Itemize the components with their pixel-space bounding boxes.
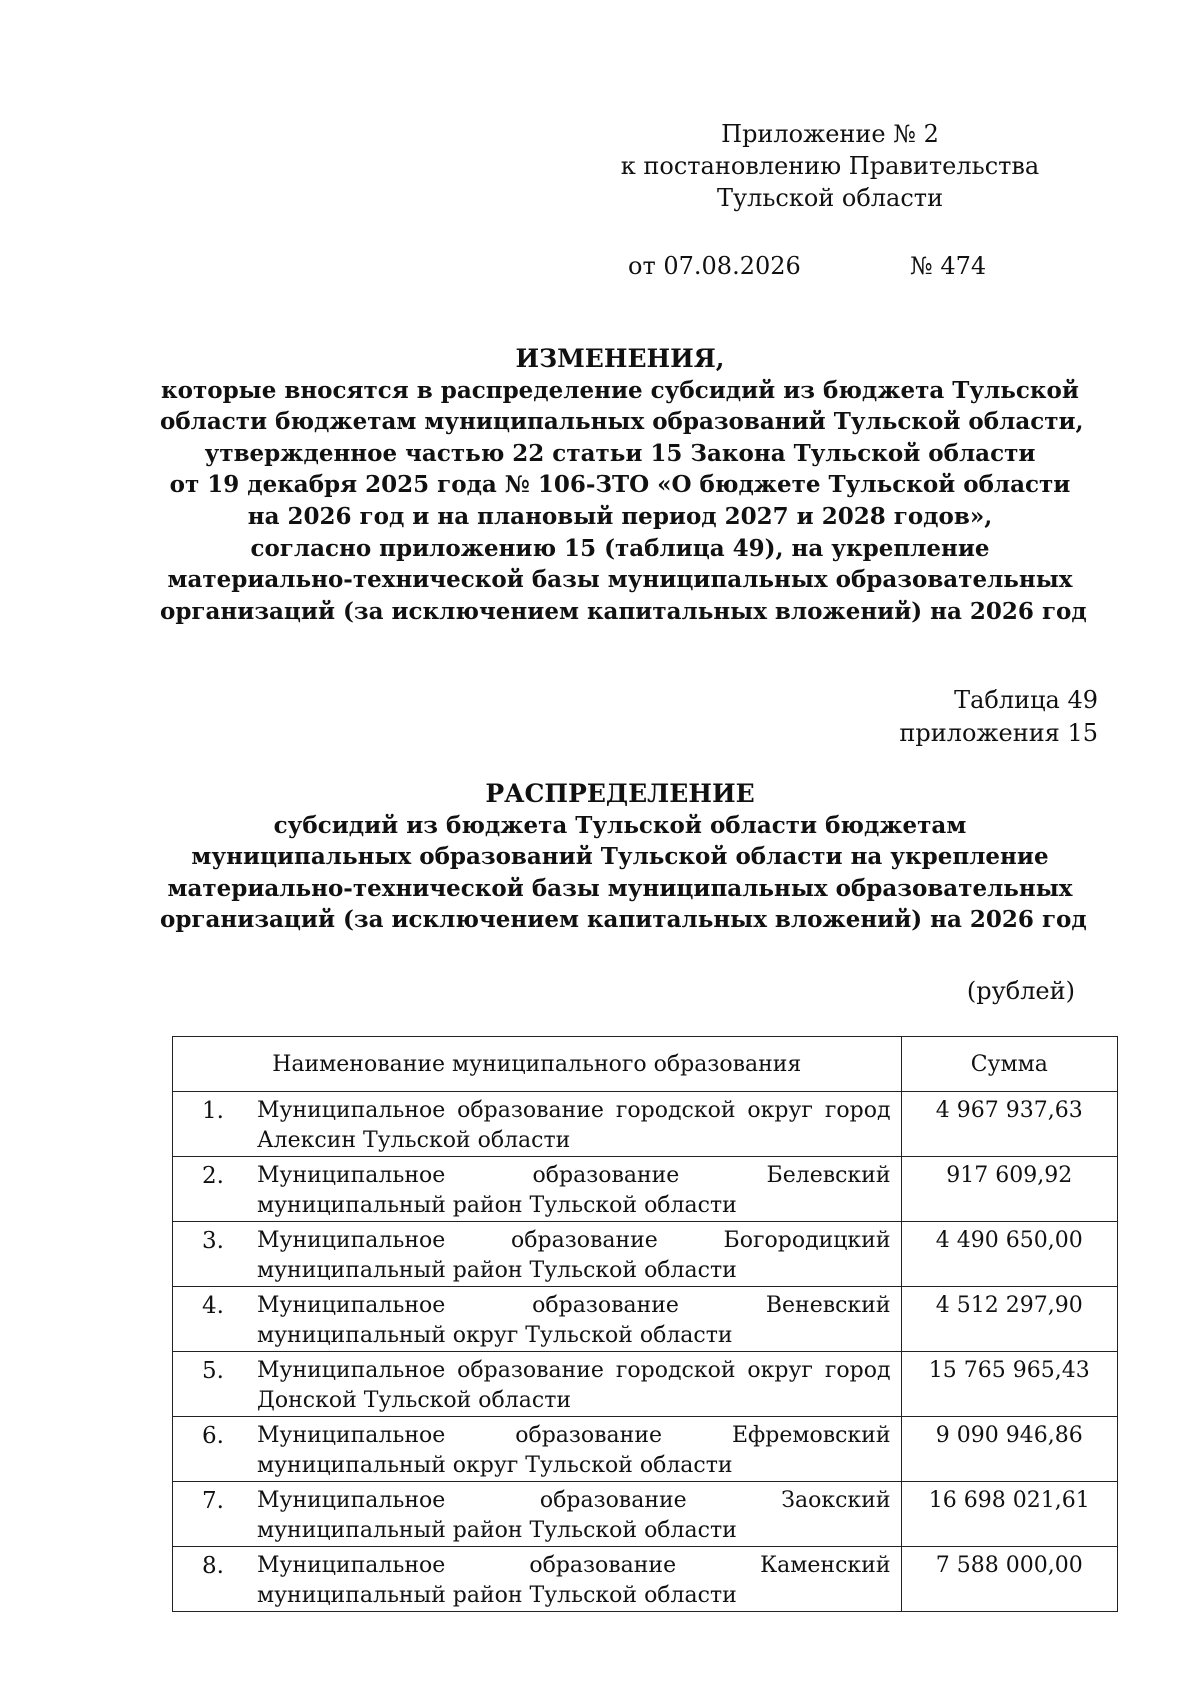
row-name: Муниципальное образование Заокский муниципальный район Тульской области [253, 1482, 901, 1547]
table-row [173, 1222, 1118, 1287]
row-number: 4. [173, 1287, 254, 1352]
row-sum: 16 698 021,61 [901, 1482, 1118, 1547]
row-name: Муниципальное образование городской округ город Алексин Тульской области [253, 1092, 901, 1157]
table-row [173, 1352, 1118, 1417]
changes-title-line: согласно приложению 15 (таблица 49), на укрепление [250, 534, 990, 562]
decree-date: от 07.08.2026 [628, 252, 801, 280]
row-number: 2. [173, 1157, 254, 1222]
row-number: 3. [173, 1222, 254, 1287]
row-name: Муниципальное образование Богородицкий муниципальный район Тульской области [253, 1222, 901, 1287]
appendix-line-2: к постановлению Правительства [620, 152, 1040, 180]
distribution-heading: РАСПРЕДЕЛЕНИЕ [485, 779, 755, 808]
table-header-row [173, 1037, 1118, 1092]
distribution-title-line: субсидий из бюджета Тульской области бюджетам [273, 811, 967, 839]
appendix-line-3: Тульской области [716, 184, 944, 212]
row-sum: 4 490 650,00 [901, 1222, 1118, 1287]
table-reference [899, 684, 1098, 750]
row-sum: 4 512 297,90 [901, 1287, 1118, 1352]
header-sum: Сумма [901, 1037, 1118, 1092]
distribution-title-line: материально-технической базы муниципальных образовательных [167, 874, 1073, 902]
decree-number: № 474 [910, 252, 987, 280]
changes-title-line: которые вносятся в распределение субсидий из бюджета Тульской [161, 376, 1079, 404]
row-number: 1. [173, 1092, 254, 1157]
changes-title-line: от 19 декабря 2025 года № 106-ЗТО «О бюджете Тульской области [169, 471, 1071, 499]
row-name: Муниципальное образование городской округ город Донской Тульской области [253, 1352, 901, 1417]
row-name: Муниципальное образование Ефремовский муниципальный округ Тульской области [253, 1417, 901, 1482]
header-name: Наименование муниципального образования [173, 1037, 902, 1092]
changes-heading: ИЗМЕНЕНИЯ, [515, 344, 725, 373]
row-sum: 917 609,92 [901, 1157, 1118, 1222]
row-name: Муниципальное образование Каменский муниципальный район Тульской области [253, 1547, 901, 1612]
row-number: 5. [173, 1352, 254, 1417]
changes-title-line: организаций (за исключением капитальных вложений) на 2026 год [160, 597, 1087, 625]
row-number: 7. [173, 1482, 254, 1547]
appendix-header [600, 118, 1060, 214]
distribution-title [160, 778, 1087, 936]
changes-title-line: области бюджетам муниципальных образований Тульской области, [160, 408, 1084, 436]
row-number: 6. [173, 1417, 254, 1482]
table-row [173, 1157, 1118, 1222]
changes-title-line: утвержденное частью 22 статьи 15 Закона Тульской области [204, 439, 1036, 467]
distribution-title-line: организаций (за исключением капитальных вложений) на 2026 год [160, 906, 1087, 934]
distribution-table [172, 1036, 1118, 1612]
table-row [173, 1287, 1118, 1352]
table-row [173, 1092, 1118, 1157]
appendix-line-1: Приложение № 2 [721, 120, 939, 148]
table-ref-line-1: Таблица 49 [954, 686, 1098, 714]
row-sum: 15 765 965,43 [901, 1352, 1118, 1417]
table-row [173, 1482, 1118, 1547]
changes-title [160, 343, 1087, 627]
table-row [173, 1417, 1118, 1482]
row-name: Муниципальное образование Веневский муниципальный округ Тульской области [253, 1287, 901, 1352]
table-row [173, 1547, 1118, 1612]
changes-title-line: материально-технической базы муниципальных образовательных [167, 566, 1073, 594]
row-sum: 9 090 946,86 [901, 1417, 1118, 1482]
row-sum: 7 588 000,00 [901, 1547, 1118, 1612]
table-ref-line-2: приложения 15 [899, 719, 1098, 747]
row-sum: 4 967 937,63 [901, 1092, 1118, 1157]
distribution-title-line: муниципальных образований Тульской области на укрепление [191, 843, 1049, 871]
units-label: (рублей) [966, 977, 1075, 1005]
row-name: Муниципальное образование Белевский муниципальный район Тульской области [253, 1157, 901, 1222]
row-number: 8. [173, 1547, 254, 1612]
changes-title-line: на 2026 год и на плановый период 2027 и 2028 годов», [247, 502, 993, 530]
